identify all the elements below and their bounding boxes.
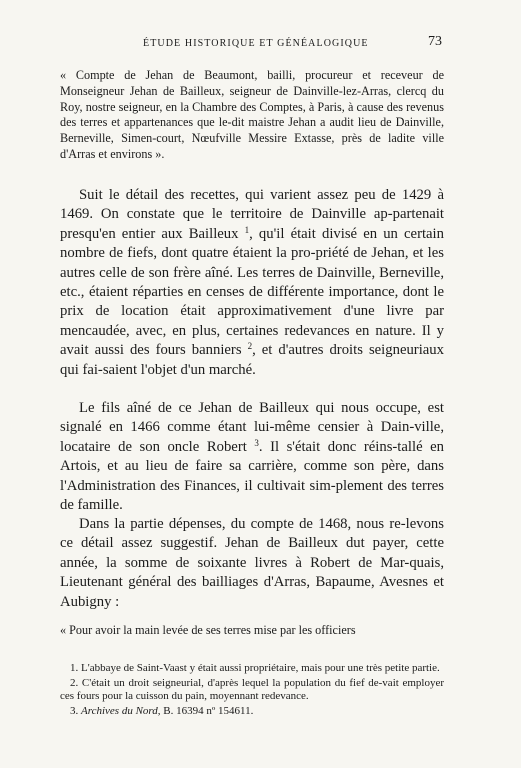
paragraph-text: . Il s'était donc réins-tallé en Artois, et au lieu de faire sa carrière, comme son père, dans l'Administration des Finances, il cultivait sim-plement des terres de famille. bbox=[60, 438, 444, 514]
paragraph-text: Suit le détail des recettes, qui varient assez peu de 1429 à 1469. On constate que le territoire de Dainville ap-partenait presqu'en entier aux Bailleux bbox=[60, 187, 444, 242]
page-number: 73 bbox=[428, 34, 442, 49]
paragraph-eldest-son bbox=[60, 399, 444, 515]
footnote-2 bbox=[60, 677, 444, 704]
footnote-source: Archives du Nord, bbox=[81, 704, 161, 717]
archival-quote-continued: « Pour avoir la main levée de ses terres mise par les officiers bbox=[60, 623, 356, 637]
footnote-1 bbox=[60, 662, 444, 676]
paragraph-expenses: Dans la partie dépenses, du compte de 1468, nous re-levons ce détail assez suggestif. Jehan de Bailleux dut payer, cette année, la somme de soixante livres à Robert de Mar-quais, Lieutenant général des bailliages d'Arras, Bapaume, Avesnes et Aubigny : bbox=[60, 516, 444, 610]
paragraph-text: , et d'autres droits seigneuriaux qui fai-saient l'objet d'un marché. bbox=[60, 342, 444, 378]
running-title: ÉTUDE HISTORIQUE ET GÉNÉALOGIQUE bbox=[143, 38, 369, 49]
paragraph-text: Le fils aîné de ce Jehan de Bailleux qui nous occupe, est signalé en 1466 comme étant lui-même censier à Dain-ville, locataire de son oncle Robert bbox=[60, 400, 444, 455]
footnote-number: 3. bbox=[70, 704, 79, 717]
footnote-ref: 1 bbox=[244, 224, 250, 235]
footnote-number: 2. bbox=[70, 676, 79, 689]
footnote-ref: 2 bbox=[247, 341, 253, 352]
footnotes bbox=[60, 662, 444, 719]
footnote-3 bbox=[60, 705, 444, 719]
paragraph-receipts bbox=[60, 186, 444, 380]
footnote-text: L'abbaye de Saint-Vaast y était aussi propriétaire, mais pour une très petite partie. bbox=[81, 662, 440, 674]
footnote-text: B. 16394 nº 154611. bbox=[163, 704, 254, 717]
footnote-ref: 3 bbox=[254, 437, 259, 448]
footnote-number: 1. bbox=[70, 662, 79, 674]
archival-quote: « Compte de Jehan de Beaumont, bailli, procureur et receveur de Monseigneur Jehan de Bailleux, seigneur de Dainville-lez-Arras, clercq du Roy, nostre seigneur, en la Chambre des Comptes, à Paris, à cause des revenus des terres et appartenances que le-dit maistre Jehan a audit lieu de Dainville, Berneville, Simen-court, Nœufville Messire Extasse, près de ladite ville d'Arras et environs ». bbox=[60, 68, 444, 161]
footnote-text: C'était un droit seigneurial, d'après lequel la population du fief de-vait employer ces fours pour la cuisson du pain, moyennant redevance. bbox=[60, 676, 444, 703]
paragraph-text: , qu'il était divisé en un certain nombre de fiefs, dont quatre étaient la pro-priété de Jehan, et les autres celle de son frère aîné. Les terres de Dainville, Berneville, etc., étaient réparties en censes de différente importance, dont le prix de location était approximativement d'une livre par mencaudée, avec, en plus, certaines redevances en nature. Il y avait aussi des fours banniers bbox=[60, 225, 444, 359]
